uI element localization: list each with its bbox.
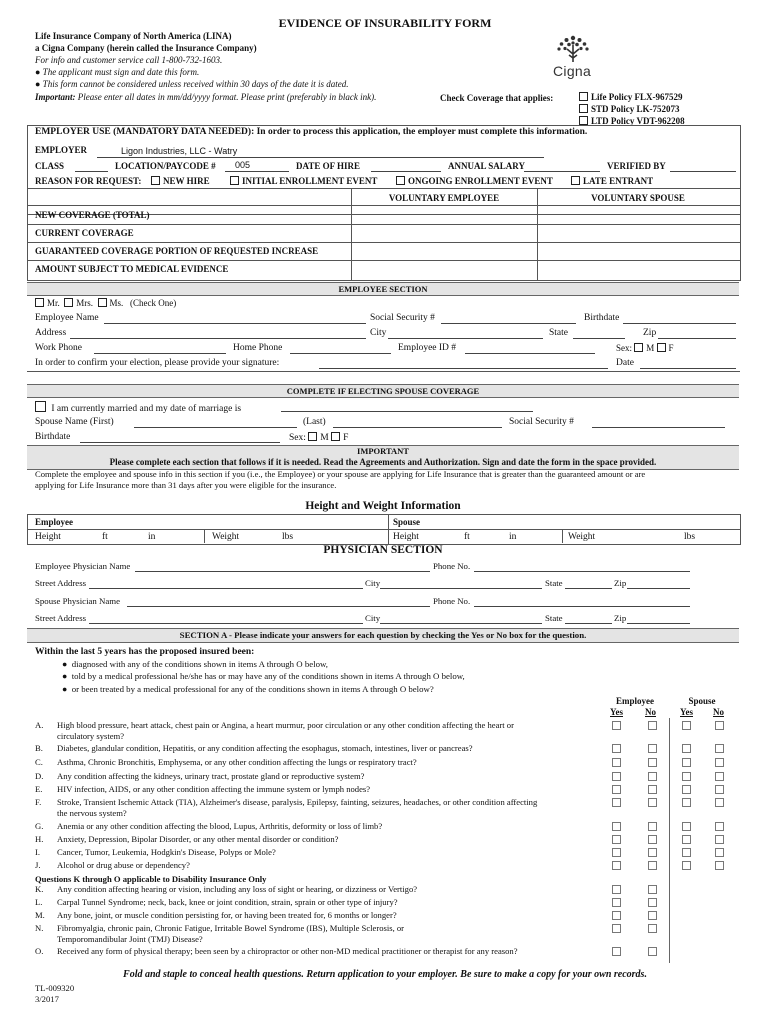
employee-yes-checkbox[interactable]: [612, 772, 621, 781]
question-letter: L.: [35, 897, 43, 907]
question-text: Alcohol or drug abuse or dependency?: [57, 860, 190, 870]
reason-initial-enrollment[interactable]: INITIAL ENROLLMENT EVENT: [230, 176, 377, 186]
emp-physician-field[interactable]: [135, 571, 430, 572]
employer-field[interactable]: [97, 157, 544, 158]
logo-wordmark: Cigna: [553, 63, 592, 79]
question-letter: E.: [35, 784, 43, 794]
emp-physician-label: Employee Physician Name: [35, 561, 131, 571]
header-bullet-2: ● This form cannot be considered unless received within 30 days of the date it is dated.: [35, 79, 349, 89]
sp-phone-field[interactable]: [474, 606, 690, 607]
employee-no-checkbox[interactable]: [648, 798, 657, 807]
row-amount-subject: AMOUNT SUBJECT TO MEDICAL EVIDENCE: [35, 264, 229, 274]
emp-weight-label: Weight: [212, 532, 240, 542]
physician-section-title: PHYSICIAN SECTION: [323, 544, 443, 556]
header-line-3: For info and customer service call 1-800-732-1603.: [35, 55, 223, 65]
ssn-field[interactable]: [441, 323, 576, 324]
female-checkbox[interactable]: [657, 343, 666, 352]
employer-value: Ligon Industries, LLC - Watry: [121, 146, 238, 156]
spouse-female-checkbox[interactable]: [331, 432, 340, 441]
height-weight-title: Height and Weight Information: [305, 500, 461, 512]
emp-phone-label: Phone No.: [433, 561, 471, 571]
employee-no-checkbox[interactable]: [648, 835, 657, 844]
employee-yes-checkbox[interactable]: [612, 835, 621, 844]
employee-no-checkbox[interactable]: [648, 758, 657, 767]
emp-street-label: Street Address: [35, 578, 87, 588]
footer-note: Fold and staple to conceal health questions. Return application to your employer. Be sure to make a copy for your own records.: [123, 969, 647, 980]
home-phone-field[interactable]: [290, 353, 391, 354]
hw-employee-label: Employee: [35, 517, 73, 527]
work-phone-field[interactable]: [94, 353, 226, 354]
policy-life[interactable]: Life Policy FLX-967529: [579, 92, 683, 102]
ms-label: Ms.: [109, 298, 124, 308]
employee-yes-checkbox[interactable]: [612, 848, 621, 857]
title-options: [35, 298, 176, 308]
spouse-sex-label: Sex:: [289, 433, 306, 443]
spouse-yes-checkbox[interactable]: [682, 822, 691, 831]
important-line-1: Please complete each section that follows if it is needed. Read the Agreements and Authorization. Sign and date the form in the space provided.: [109, 457, 657, 467]
spouse-no-checkbox[interactable]: [715, 785, 724, 794]
emp-city-label: City: [365, 578, 381, 588]
employee-section-bottom-rule: [27, 371, 740, 372]
important-note: [35, 92, 376, 102]
employee-no-checkbox[interactable]: [648, 785, 657, 794]
emp-state-field[interactable]: [565, 588, 612, 589]
spouse-first-name-label: Spouse Name (First): [35, 417, 114, 427]
address-label: Address: [35, 328, 67, 338]
question-text: Any condition affecting hearing or vision, including any loss of sight or hearing, or dizziness or Vertigo?: [57, 884, 418, 894]
employee-yes-checkbox[interactable]: [612, 758, 621, 767]
question-text-continued: the nervous system?: [57, 808, 127, 818]
coverage-rule-2: [27, 224, 740, 225]
reason-label: REASON FOR REQUEST:: [35, 176, 142, 186]
col-spouse-header: Spouse: [688, 696, 716, 706]
location-value: 005: [235, 160, 251, 170]
initial-enrollment-checkbox[interactable]: [230, 176, 239, 185]
employee-yes-checkbox[interactable]: [612, 744, 621, 753]
employee-name-field[interactable]: [104, 323, 366, 324]
emp-state-label: State: [545, 578, 563, 588]
emp-phone-field[interactable]: [474, 571, 690, 572]
coverage-rule-1: [27, 205, 740, 206]
sp-phone-label: Phone No.: [433, 596, 471, 606]
zip-field[interactable]: [658, 338, 736, 339]
employer-use-label: EMPLOYER USE (MANDATORY DATA NEEDED): In order to process this application, the employer must complete this information.: [35, 127, 588, 137]
question-text: Carpal Tunnel Syndrome; neck, back, knee or joint condition, strain, sprain or other type of injury?: [57, 897, 398, 907]
spouse-no-checkbox[interactable]: [715, 848, 724, 857]
spouse-male-checkbox[interactable]: [308, 432, 317, 441]
verified-by-label: VERIFIED BY: [607, 161, 666, 171]
sp-zip-field[interactable]: [627, 623, 690, 624]
home-phone-label: Home Phone: [233, 343, 283, 353]
employee-id-field[interactable]: [465, 353, 595, 354]
spouse-yes-checkbox[interactable]: [682, 785, 691, 794]
new-hire-checkbox[interactable]: [151, 176, 160, 185]
spouse-yes-checkbox[interactable]: [682, 758, 691, 767]
question-letter: M.: [35, 910, 45, 920]
hire-date-label: DATE OF HIRE: [296, 161, 361, 171]
spouse-no-checkbox[interactable]: [715, 758, 724, 767]
emp-city-field[interactable]: [380, 588, 542, 589]
important-line-3: applying for Life Insurance more than 31 days after you were eligible for the insurance.: [35, 480, 337, 490]
employee-no-checkbox[interactable]: [648, 911, 657, 920]
sp-physician-label: Spouse Physician Name: [35, 596, 121, 606]
policy-std-checkbox[interactable]: [579, 104, 588, 113]
employer-label: EMPLOYER: [35, 145, 88, 155]
sp-street-label: Street Address: [35, 613, 87, 623]
form-number: TL-009320: [35, 983, 75, 993]
spouse-yes-checkbox[interactable]: [682, 798, 691, 807]
col-voluntary-employee: VOLUNTARY EMPLOYEE: [388, 193, 500, 203]
question-letter: F.: [35, 797, 42, 807]
spouse-last-name-label: (Last): [303, 417, 326, 427]
sp-state-label: State: [545, 613, 563, 623]
male-checkbox[interactable]: [634, 343, 643, 352]
yes-no-divider: [669, 718, 670, 963]
question-letter: C.: [35, 757, 43, 767]
class-label: CLASS: [35, 161, 65, 171]
reason-new-hire[interactable]: NEW HIRE: [151, 176, 210, 186]
emp-street-field[interactable]: [89, 588, 363, 589]
employee-no-checkbox[interactable]: [648, 885, 657, 894]
employee-yes-checkbox[interactable]: [612, 947, 621, 956]
signature-date-field[interactable]: [640, 368, 736, 369]
header-line-2: a Cigna Company (herein called the Insurance Company): [35, 43, 257, 53]
spouse-no-checkbox[interactable]: [715, 772, 724, 781]
hire-date-field[interactable]: [371, 171, 441, 172]
spouse-no-checkbox[interactable]: [715, 798, 724, 807]
sp-in-label: in: [509, 532, 517, 542]
spouse-yes-checkbox[interactable]: [682, 835, 691, 844]
header-bullet-1: ● The applicant must sign and date this form.: [35, 67, 200, 77]
col-voluntary-spouse: VOLUNTARY SPOUSE: [591, 193, 685, 203]
employee-yes-checkbox[interactable]: [612, 911, 621, 920]
emp-yes-header: Yes: [610, 707, 623, 717]
question-text: Anemia or any other condition affecting the blood, Lupus, Arthritis, deformity or loss of limb?: [57, 821, 383, 831]
hw-spouse-label: Spouse: [393, 517, 421, 527]
employee-section-band: EMPLOYEE SECTION: [27, 282, 739, 296]
married-checkbox[interactable]: [35, 401, 46, 412]
male-label: M: [646, 343, 655, 353]
form-title: EVIDENCE OF INSURABILITY FORM: [278, 16, 492, 30]
state-label: State: [549, 328, 568, 338]
employee-name-label: Employee Name: [35, 313, 99, 323]
sp-city-field[interactable]: [380, 623, 542, 624]
spouse-ssn-field[interactable]: [592, 427, 725, 428]
spouse-yes-checkbox[interactable]: [682, 721, 691, 730]
late-entrant-checkbox[interactable]: [571, 176, 580, 185]
form-revision-date: 3/2017: [35, 994, 59, 1004]
question-letter: D.: [35, 771, 44, 781]
question-letter: G.: [35, 821, 44, 831]
sp-no-header: No: [713, 707, 724, 717]
employee-no-checkbox[interactable]: [648, 861, 657, 870]
section-a-intro: Within the last 5 years has the proposed insured been:: [35, 647, 255, 657]
question-letter: B.: [35, 743, 43, 753]
emp-no-header: No: [645, 707, 656, 717]
question-text: Asthma, Chronic Bronchitis, Emphysema, or any other condition affecting the lungs or respiratory tract?: [57, 757, 417, 767]
address-field[interactable]: [70, 338, 366, 339]
policy-ltd[interactable]: LTD Policy VDT-962208: [579, 116, 685, 126]
employee-yes-checkbox[interactable]: [612, 798, 621, 807]
section-a-bullet-2: ● told by a medical professional he/she has or may have any of the conditions shown in items A through O below,: [62, 671, 465, 681]
married-statement: I am currently married and my date of marriage is: [35, 401, 241, 414]
city-field[interactable]: [388, 338, 543, 339]
signature-field[interactable]: [319, 368, 608, 369]
sp-ft-label: ft: [464, 532, 470, 542]
check-one-label: (Check One): [130, 298, 177, 308]
mrs-checkbox[interactable]: [64, 298, 73, 307]
mr-checkbox[interactable]: [35, 298, 44, 307]
emp-zip-field[interactable]: [627, 588, 690, 589]
mr-label: Mr.: [47, 298, 60, 308]
question-text: Stroke, Transient Ischemic Attack (TIA), Alzheimer's disease, paralysis, Epilepsy, fainting, seizures, headaches, or other condition affecting: [57, 797, 538, 807]
check-coverage-label: Check Coverage that applies:: [440, 93, 554, 103]
spouse-birthdate-label: Birthdate: [35, 432, 71, 442]
spouse-last-name-field[interactable]: [333, 427, 502, 428]
sp-zip-label: Zip: [614, 613, 627, 623]
question-letter: J.: [35, 860, 41, 870]
policy-ltd-checkbox[interactable]: [579, 116, 588, 125]
employee-yes-checkbox[interactable]: [612, 898, 621, 907]
important-label: Important:: [35, 92, 76, 102]
employee-no-checkbox[interactable]: [648, 772, 657, 781]
spouse-yes-checkbox[interactable]: [682, 772, 691, 781]
birthdate-field[interactable]: [623, 323, 736, 324]
important-title: IMPORTANT: [357, 446, 409, 456]
row-guaranteed-portion: GUARANTEED COVERAGE PORTION OF REQUESTED INCREASE: [35, 246, 319, 256]
reason-ongoing-enrollment[interactable]: ONGOING ENROLLMENT EVENT: [396, 176, 553, 186]
policy-life-checkbox[interactable]: [579, 92, 588, 101]
hw-divider-1: [204, 529, 205, 543]
emp-ft-label: ft: [102, 532, 108, 542]
signature-date-label: Date: [616, 358, 634, 368]
spouse-no-checkbox[interactable]: [715, 861, 724, 870]
sp-lbs-label: lbs: [684, 532, 696, 542]
emp-zip-label: Zip: [614, 578, 627, 588]
spouse-yes-checkbox[interactable]: [682, 848, 691, 857]
spouse-birthdate-field[interactable]: [80, 442, 280, 443]
location-label: LOCATION/PAYCODE #: [115, 161, 216, 171]
employee-no-checkbox[interactable]: [648, 721, 657, 730]
question-text: High blood pressure, heart attack, chest pain or Angina, a heart murmur, poor circulation or any other condition affecting the heart or: [57, 720, 514, 730]
section-a-band: SECTION A - Please indicate your answers for each question by checking the Yes or No box for the question.: [27, 628, 739, 643]
ssn-label: Social Security #: [370, 313, 435, 323]
employee-yes-checkbox[interactable]: [612, 822, 621, 831]
header-line-1: Life Insurance Company of North America (LINA): [35, 31, 232, 41]
spouse-yes-checkbox[interactable]: [682, 861, 691, 870]
question-letter: A.: [35, 720, 44, 730]
spouse-no-checkbox[interactable]: [715, 744, 724, 753]
spouse-yes-checkbox[interactable]: [682, 744, 691, 753]
question-text: Any bone, joint, or muscle condition persisting for, or having been treated for, 6 months or longer?: [57, 910, 397, 920]
employee-yes-checkbox[interactable]: [612, 924, 621, 933]
reason-late-entrant[interactable]: LATE ENTRANT: [571, 176, 653, 186]
question-letter: H.: [35, 834, 44, 844]
employee-no-checkbox[interactable]: [648, 744, 657, 753]
section-a-bullet-1: ● diagnosed with any of the conditions shown in items A through O below,: [62, 659, 328, 669]
sp-city-label: City: [365, 613, 381, 623]
sp-yes-header: Yes: [680, 707, 693, 717]
employee-yes-checkbox[interactable]: [612, 861, 621, 870]
hw-divider-3: [562, 529, 563, 543]
sp-height-label: Height: [393, 532, 419, 542]
sex-label: Sex:: [616, 343, 633, 353]
row-new-coverage: NEW COVERAGE (TOTAL): [35, 210, 150, 220]
spouse-no-checkbox[interactable]: [715, 822, 724, 831]
question-text: Anxiety, Depression, Bipolar Disorder, or any other mental disorder or condition?: [57, 834, 339, 844]
coverage-rule-4: [27, 260, 740, 261]
question-text-continued: Temporomandibular Joint (TMJ) Disease?: [57, 934, 203, 944]
employee-no-checkbox[interactable]: [648, 947, 657, 956]
disability-subhead: Questions K through O applicable to Disability Insurance Only: [35, 874, 267, 884]
employee-no-checkbox[interactable]: [648, 898, 657, 907]
annual-salary-label: ANNUAL SALARY: [448, 161, 525, 171]
sp-street-field[interactable]: [89, 623, 363, 624]
emp-in-label: in: [148, 532, 156, 542]
important-text: Please enter all dates in mm/dd/yyyy format. Please print (preferably in black ink).: [75, 92, 377, 102]
question-text: Received any form of physical therapy; been seen by a chiropractor or other non-MD medical practitioner or therapist for any reason?: [57, 946, 518, 956]
policy-std[interactable]: STD Policy LK-752073: [579, 104, 680, 114]
sp-physician-field[interactable]: [127, 606, 430, 607]
col-employee-header: Employee: [616, 696, 654, 706]
tree-icon: [548, 32, 598, 64]
spouse-no-checkbox[interactable]: [715, 721, 724, 730]
female-label: F: [668, 343, 674, 353]
height-weight-mid-rule: [27, 529, 740, 530]
spouse-sex-options: Sex: M F: [289, 433, 349, 443]
question-text: Any condition affecting the kidneys, urinary tract, prostate gland or reproductive system?: [57, 771, 365, 781]
state-field[interactable]: [573, 338, 625, 339]
sp-state-field[interactable]: [565, 623, 612, 624]
question-text: Fibromyalgia, chronic pain, Chronic Fatigue, Irritable Bowel Syndrome (IBS), Multiple Sclerosis, or: [57, 923, 405, 933]
emp-lbs-label: lbs: [282, 532, 294, 542]
employee-yes-checkbox[interactable]: [612, 721, 621, 730]
hw-divider-2: [388, 514, 389, 544]
employee-no-checkbox[interactable]: [648, 848, 657, 857]
question-letter: K.: [35, 884, 44, 894]
cigna-logo: [548, 32, 598, 84]
spouse-ssn-label: Social Security #: [509, 417, 574, 427]
question-letter: N.: [35, 923, 44, 933]
signature-label: In order to confirm your election, please provide your signature:: [35, 358, 280, 368]
question-text-continued: circulatory system?: [57, 731, 125, 741]
question-text: Cancer, Tumor, Leukemia, Hodgkin's Disease, Polyps or Mole?: [57, 847, 276, 857]
question-text: HIV infection, AIDS, or any other condition affecting the immune system or lymph nodes?: [57, 784, 371, 794]
employee-yes-checkbox[interactable]: [612, 785, 621, 794]
mrs-label: Mrs.: [76, 298, 94, 308]
question-letter: I.: [35, 847, 41, 857]
spouse-first-name-field[interactable]: [134, 427, 297, 428]
city-label: City: [370, 328, 387, 338]
zip-label: Zip: [643, 328, 657, 338]
spouse-no-checkbox[interactable]: [715, 835, 724, 844]
employee-no-checkbox[interactable]: [648, 822, 657, 831]
row-current-coverage: CURRENT COVERAGE: [35, 228, 134, 238]
employee-yes-checkbox[interactable]: [612, 885, 621, 894]
section-a-bullet-3: ● or been treated by a medical professional for any of the conditions shown in items A through O below?: [62, 684, 434, 694]
marriage-date-field[interactable]: [281, 411, 533, 412]
emp-height-label: Height: [35, 532, 61, 542]
employee-id-label: Employee ID #: [398, 343, 457, 353]
work-phone-label: Work Phone: [35, 343, 82, 353]
birthdate-label: Birthdate: [584, 313, 620, 323]
sex-options: [616, 343, 674, 353]
ms-checkbox[interactable]: [98, 298, 107, 307]
ongoing-enrollment-checkbox[interactable]: [396, 176, 405, 185]
annual-salary-field[interactable]: [524, 171, 600, 172]
spouse-section-band: COMPLETE IF ELECTING SPOUSE COVERAGE: [27, 384, 739, 398]
verified-by-field[interactable]: [670, 171, 736, 172]
location-field[interactable]: [225, 171, 289, 172]
question-letter: O.: [35, 946, 44, 956]
coverage-rule-3: [27, 242, 740, 243]
question-text: Diabetes, glandular condition, Hepatitis, or any condition affecting the esophagus, stomach, intestines, liver or pancreas?: [57, 743, 473, 753]
sp-weight-label: Weight: [568, 532, 596, 542]
important-line-2: Complete the employee and spouse info in this section if you (i.e., the Employee) or your spouse are applying for Life Insurance that is greater than the guaranteed amount or are: [35, 469, 646, 479]
class-field[interactable]: [75, 171, 108, 172]
employee-no-checkbox[interactable]: [648, 924, 657, 933]
